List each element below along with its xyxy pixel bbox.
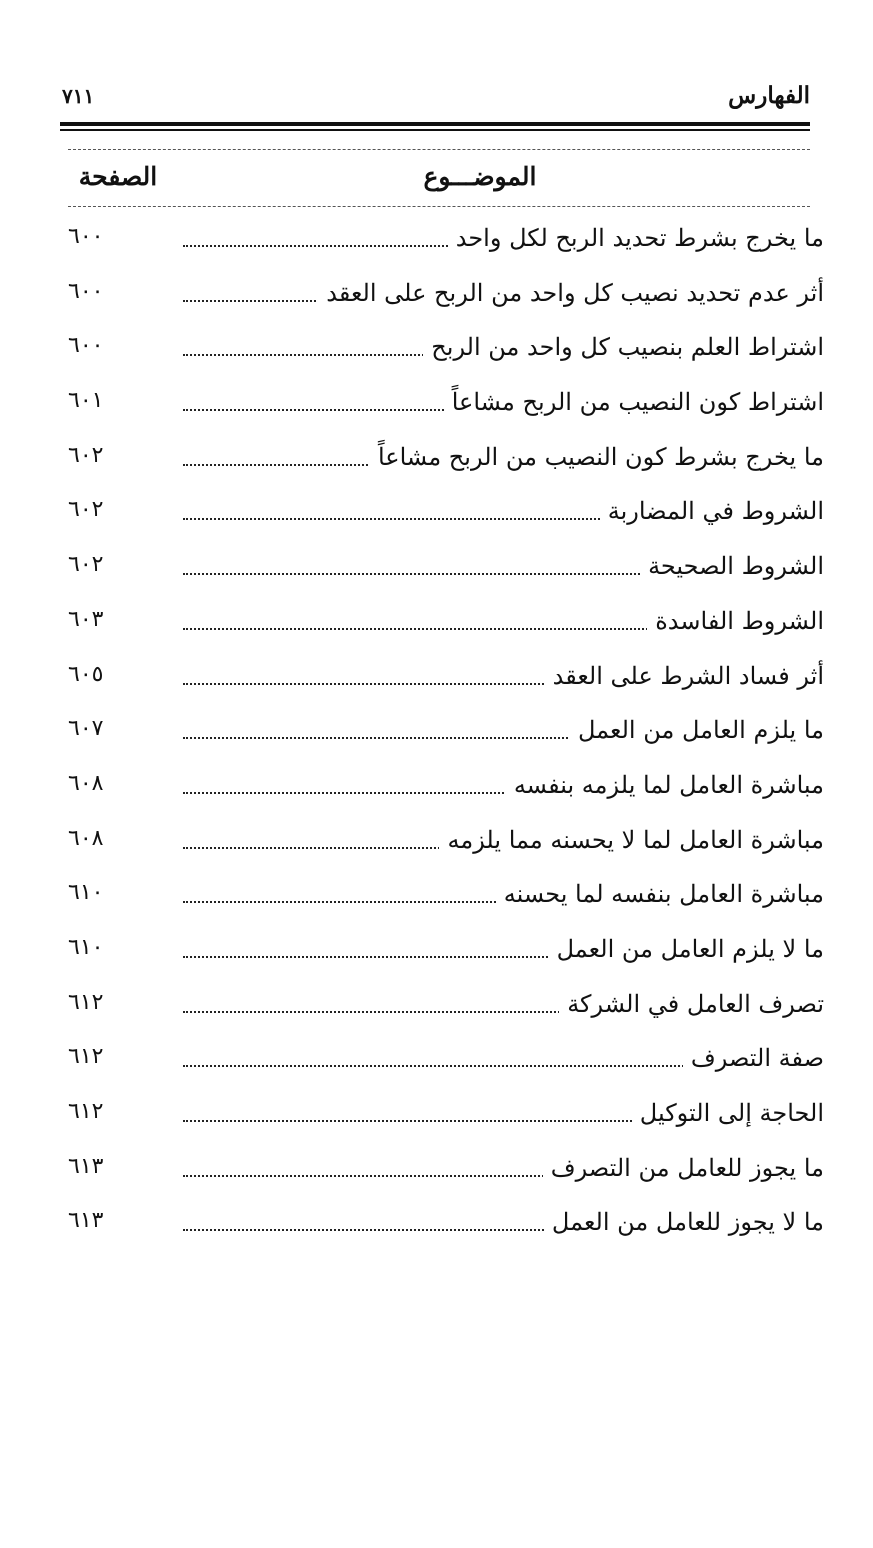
entry-title: مباشرة العامل بنفسه لما يحسنه bbox=[496, 880, 824, 908]
entry-title: أثر عدم تحديد نصيب كل واحد من الربح على العقد bbox=[318, 279, 824, 307]
entry-page-number: ٦١٣ bbox=[68, 1153, 104, 1179]
entry-page-number: ٦٠٢ bbox=[68, 552, 104, 578]
entry-page-number: ٦١٢ bbox=[68, 1044, 104, 1070]
entry-title: اشتراط العلم بنصيب كل واحد من الربح bbox=[423, 333, 824, 361]
entry-title: مباشرة العامل لما يلزمه بنفسه bbox=[506, 771, 824, 799]
entry-page-number: ٦٠٥ bbox=[68, 661, 104, 687]
entry-title: ما لا يجوز للعامل من العمل bbox=[544, 1208, 824, 1236]
entry-page-number: ٦٠٣ bbox=[68, 606, 104, 632]
entry-page-number: ٦٠٨ bbox=[68, 770, 104, 796]
entry-page-number: ٦٠٧ bbox=[68, 716, 104, 742]
index-entry bbox=[68, 704, 824, 759]
index-entry bbox=[68, 1087, 824, 1142]
entry-page-number: ٦٠٨ bbox=[68, 825, 104, 851]
index-entry bbox=[68, 376, 824, 431]
header-rule-thin bbox=[60, 129, 810, 131]
index-entry bbox=[68, 978, 824, 1033]
entry-title: الحاجة إلى التوكيل bbox=[632, 1099, 824, 1127]
index-entry bbox=[68, 595, 824, 650]
entry-title: ما يجوز للعامل من التصرف bbox=[543, 1154, 824, 1182]
running-header bbox=[62, 82, 810, 118]
column-head-rule-bottom bbox=[68, 206, 810, 207]
entry-title: أثر فساد الشرط على العقد bbox=[545, 662, 824, 690]
entry-page-number: ٦١٢ bbox=[68, 989, 104, 1015]
entry-page-number: ٦١٣ bbox=[68, 1208, 104, 1234]
index-entry bbox=[68, 540, 824, 595]
entry-page-number: ٦٠٠ bbox=[68, 224, 104, 249]
entry-page-number: ٦١٠ bbox=[68, 880, 104, 906]
index-entry bbox=[68, 650, 824, 705]
entry-title: الشروط الصحيحة bbox=[640, 552, 824, 580]
entry-title: ما يخرج بشرط تحديد الربح لكل واحد bbox=[448, 224, 824, 252]
index-entry bbox=[68, 1142, 824, 1197]
index-entry bbox=[68, 1032, 824, 1087]
index-entry bbox=[68, 212, 824, 267]
running-title: الفهارس bbox=[728, 82, 810, 109]
index-entry bbox=[68, 814, 824, 869]
entry-page-number: ٦٠١ bbox=[68, 388, 104, 414]
header-rule-thick bbox=[60, 122, 810, 126]
column-heading-topic: الموضـــوع bbox=[423, 162, 537, 191]
entry-page-number: ٦٠٠ bbox=[68, 278, 104, 304]
index-entries bbox=[68, 212, 824, 1251]
entry-title: صفة التصرف bbox=[683, 1044, 824, 1072]
index-entry bbox=[68, 868, 824, 923]
entry-title: ما يخرج بشرط كون النصيب من الربح مشاعاً bbox=[370, 443, 824, 471]
entry-page-number: ٦٠٠ bbox=[68, 333, 104, 359]
index-entry bbox=[68, 485, 824, 540]
index-entry bbox=[68, 759, 824, 814]
running-page-number: ٧١١ bbox=[62, 84, 95, 108]
index-entry bbox=[68, 267, 824, 322]
entry-title: اشتراط كون النصيب من الربح مشاعاً bbox=[444, 388, 824, 416]
index-entry bbox=[68, 431, 824, 486]
entry-page-number: ٦١٢ bbox=[68, 1099, 104, 1124]
entry-title: تصرف العامل في الشركة bbox=[559, 990, 824, 1018]
index-entry bbox=[68, 923, 824, 978]
entry-page-number: ٦٠٢ bbox=[68, 497, 104, 523]
column-heading-page: الصفحة bbox=[78, 162, 158, 191]
entry-page-number: ٦٠٢ bbox=[68, 442, 104, 468]
entry-title: الشروط الفاسدة bbox=[647, 607, 824, 635]
entry-page-number: ٦١٠ bbox=[68, 934, 104, 960]
index-entry bbox=[68, 1196, 824, 1251]
entry-title: ما لا يلزم العامل من العمل bbox=[549, 935, 824, 963]
column-head-rule-top bbox=[68, 149, 810, 150]
entry-title: مباشرة العامل لما لا يحسنه مما يلزمه bbox=[439, 826, 824, 854]
index-entry bbox=[68, 321, 824, 376]
entry-title: الشروط في المضاربة bbox=[600, 497, 824, 525]
entry-title: ما يلزم العامل من العمل bbox=[570, 716, 824, 744]
